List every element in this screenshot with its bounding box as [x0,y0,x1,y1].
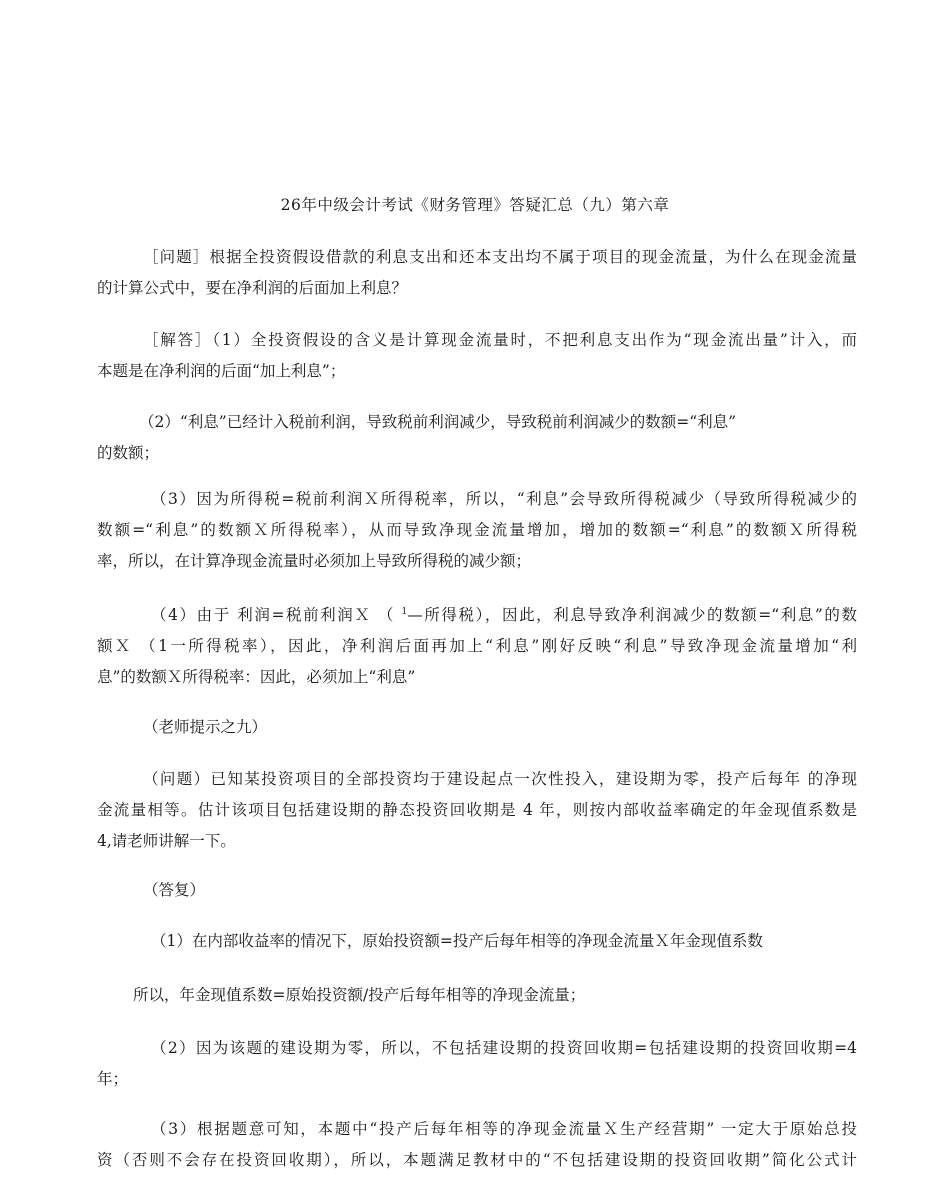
paragraph-line: （2）因为该题的建设期为零，所以，不包括建设期的投资回收期=包括建设期的投资回收期=4 [151,1039,857,1057]
paragraph-line: 息”的数额Ｘ所得税率：因此，必须加上“利息” [97,668,416,686]
paragraph-line: ［解答］（1）全投资假设的含义是计算现金流量时，不把利息支出作为“现金流出量”计入，而 [143,331,857,349]
paragraph-line: （答复） [143,881,206,899]
paragraph-line: （3）因为所得税=税前利润Ｘ所得税率，所以，“利息”会导致所得税减少（导致所得税减少的 [151,490,857,508]
paragraph-line: ［问题］根据全投资假设借款的利息支出和还本支出均不属于项目的现金流量，为什么在现金流量 [143,248,857,266]
paragraph-line: 4,请老师讲解一下。 [97,832,236,850]
paragraph-line: 率，所以，在计算净现金流量时必须加上导致所得税的减少额； [97,552,532,570]
paragraph-line: 所以，年金现值系数=原始投资额/投产后每年相等的净现金流量； [133,986,586,1004]
paragraph-line: （问题）已知某投资项目的全部投资均于建设起点一次性投入，建设期为零，投产后每年 的净现 [143,770,857,788]
paragraph-line: （1）在内部收益率的情况下，原始投资额=投产后每年相等的净现金流量Ｘ年金现值系数 [151,932,763,950]
document-title: 26年中级会计考试《财务管理》答疑汇总（九）第六章 [280,196,670,214]
tip-heading [97,712,857,743]
reply-point-1 [97,926,857,957]
paragraph-line: （3）根据题意可知，本题中“投产后每年相等的净现金流量Ｘ生产经营期” 一定大于原始总投 [151,1120,857,1138]
paragraph-line: 资（否则不会存在投资回收期），所以，本题满足教材中的“不包括建设期的投资回收期”简化公式计 [97,1151,857,1169]
paragraph-line: 额Ｘ （1一所得税率），因此，净利润后面再加上“利息”刚好反映“利息”导致净现金流量增加“利 [97,637,857,655]
point4-superscript: 1 [401,607,408,617]
reply-point-3 [97,1114,857,1176]
paragraph-line: 金流量相等。估计该项目包括建设期的静态投资回收期是 4 年，则按内部收益率确定的年金现值系数是 [97,801,857,819]
answer-point-3 [97,484,857,577]
reply-heading [97,875,857,906]
answer-point-4 [97,597,857,693]
paragraph-line: 数额=“利息”的数额Ｘ所得税率），从而导致净现金流量增加，增加的数额=“利息”的数额Ｘ所得税 [97,521,857,539]
answer-point-2 [97,407,857,469]
paragraph-line: 的计算公式中，要在净利润的后面加上利息？ [97,279,408,297]
paragraph-line: （老师提示之九） [143,718,268,736]
paragraph-line: 的数额； [97,444,160,462]
paragraph-line: （2）“利息”已经计入税前利润，导致税前利润减少，导致税前利润减少的数额=“利息” [139,413,737,431]
answer-paragraph [97,325,857,387]
paragraph-line: 年； [97,1070,129,1088]
paragraph-line [97,597,857,631]
point4-text-a: （4）由于 利润=税前利润Ｘ （ [151,606,402,624]
reply-point-2 [97,1033,857,1095]
paragraph-line: 本题是在净利润的后面“加上利息”； [97,362,346,380]
question-2-paragraph [97,764,857,857]
question-paragraph [97,242,857,304]
point4-text-b: —所得税），因此，利息导致净利润减少的数额=“利息”的数 [407,606,857,624]
reply-point-1b [97,980,857,1011]
